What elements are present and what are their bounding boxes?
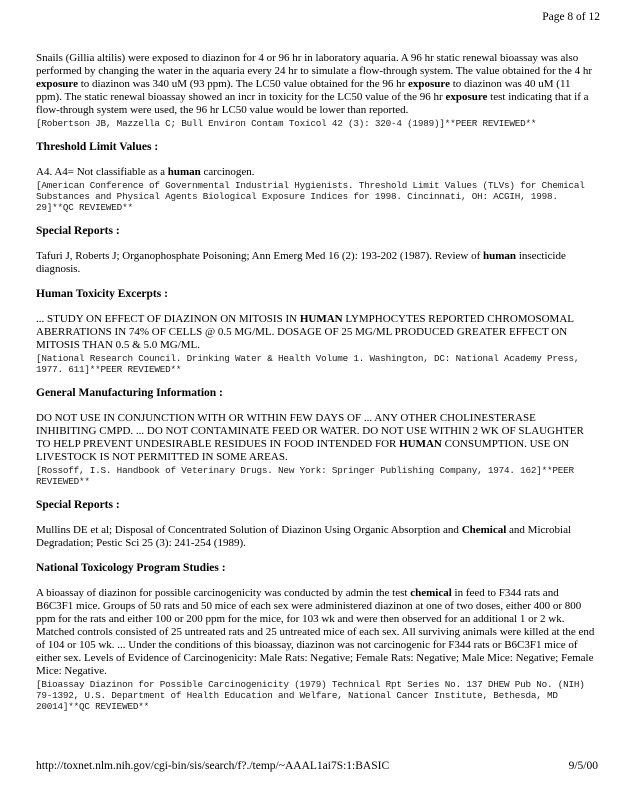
text-run: Snails (Gillia altilis) were exposed to diazinon for 4 or 96 hr in laboratory aquaria. A 96 hr static renewal bioassay was also performed by changing the water in the aquaria every 24 hr to simulate a flow-through system. The value obtained for the 4 hr	[36, 52, 593, 77]
section-heading: Threshold Limit Values :	[36, 141, 159, 153]
emphasized-term: exposure	[445, 91, 488, 103]
emphasized-term: human	[483, 250, 517, 262]
section-heading: Special Reports :	[36, 499, 120, 511]
emphasized-term: exposure	[36, 78, 78, 90]
emphasized-term: Chemical	[461, 524, 507, 536]
text-run: LYMPHOCYTES REPORTED CHROMOSOMAL ABERRATIONS IN 74% OF CELLS @ 0.5 MG/ML. DOSAGE OF 25 MG/ML PRODUCED GREATER EFFECT ON MITOSIS THAN 0.5 & 5.0 MG/ML.	[36, 313, 574, 351]
source-citation: [Bioassay Diazinon for Possible Carcinogenicity (1979) Technical Rpt Series No. 137 DHEW Pub No. (NIH) 79-1392, U.S. Department of Health Education and Welfare, National Cancer Institute, Bethesda, MD 20014]**QC REVIEWED**	[36, 679, 585, 712]
text-run: insecticide diagnosis.	[36, 250, 566, 275]
record-entry	[36, 412, 596, 487]
text-run: carcinogen.	[200, 166, 255, 178]
source-citation: [Robertson JB, Mazzella C; Bull Environ Contam Toxicol 42 (3): 320-4 (1989)]**PEER REVIEWED**	[36, 118, 537, 129]
entry-text	[36, 52, 596, 117]
text-run: Tafuri J, Roberts J; Organophosphate Poisoning; Ann Emerg Med 16 (2): 193-202 (1987). Review of	[36, 250, 484, 262]
footer-date: 9/5/00	[568, 760, 598, 772]
text-run: A4. A4= Not classifiable as a	[36, 166, 168, 178]
emphasized-term: human	[167, 166, 201, 178]
text-run: and Microbial Degradation; Pestic Sci 25 (3): 241-254 (1989).	[36, 524, 572, 549]
text-run: test indicating that if a flow-through system were used, the 96 hr LC50 value would be lower than reported.	[36, 91, 589, 116]
section-heading: National Toxicology Program Studies :	[36, 562, 226, 574]
entry-text	[36, 524, 596, 550]
entry-text	[36, 412, 596, 464]
text-run: to diazinon was 40 uM (11 ppm). The static renewal bioassay showed an incr in toxicity for the LC50 value of the 96 hr	[36, 78, 571, 103]
entry-text	[36, 250, 596, 276]
text-run: CONSUMPTION. USE ON LIVESTOCK IS NOT PERMITTED IN SOME AREAS.	[36, 438, 570, 463]
record-entry	[36, 313, 596, 375]
page-footer	[36, 760, 598, 773]
entry-text	[36, 587, 596, 678]
text-run: A bioassay of diazinon for possible carcinogenicity was conducted by admin the test	[36, 587, 411, 599]
emphasized-term: HUMAN	[299, 313, 343, 325]
entry-text	[36, 166, 596, 179]
emphasized-term: HUMAN	[399, 438, 442, 450]
text-run: in feed to F344 rats and B6C3F1 mice. Groups of 50 rats and 50 mice of each sex were administered diazinon at one of two doses, either 400 or 800 ppm for the rats and either 100 or 200 ppm for the mice, for 103 wk and were then observed for an additional 1 or 2 wk. Matched controls consisted of 25 untreated rats and 25 untreated mice of each sex. All surviving animals were killed at the end of 104 or 105 wk. ... Under the conditions of this bioassay, diazinon was not carcinogenic for F344 rats or B6C3F1 mice of either sex. Levels of Evidence of Carcinogenicity: Male Rats: Negative; Female Rats: Negative; Male Mice: Negative; Female Mice: Negative.	[36, 587, 595, 677]
entry-text	[36, 313, 596, 352]
text-run: to diazinon was 340 uM (93 ppm). The LC50 value obtained for the 96 hr	[77, 78, 409, 90]
document-body	[36, 52, 596, 724]
record-entry	[36, 587, 596, 712]
section-heading: Human Toxicity Excerpts :	[36, 288, 168, 300]
text-run: Mullins DE et al; Disposal of Concentrated Solution of Diazinon Using Organic Absorption and	[36, 524, 462, 536]
record-entry	[36, 524, 596, 550]
record-entry	[36, 166, 596, 213]
source-citation: [American Conference of Governmental Industrial Hygienists. Threshold Limit Values (TLVs) for Chemical Substances and Physical Agents Biological Exposure Indices for 1998. Cincinnati, OH: ACGIH, 1998. 29]**QC REVIEWED**	[36, 180, 585, 213]
section-heading: Special Reports :	[36, 225, 120, 237]
page-number: Page 8 of 12	[542, 11, 600, 23]
record-entry	[36, 250, 596, 276]
source-citation: [National Research Council. Drinking Water & Health Volume 1. Washington, DC: National Academy Press, 1977. 611]**PEER REVIEWED**	[36, 353, 580, 375]
emphasized-term: chemical	[410, 587, 452, 599]
record-entry	[36, 52, 596, 129]
emphasized-term: exposure	[408, 78, 450, 90]
footer-url: http://toxnet.nlm.nih.gov/cgi-bin/sis/search/f?./temp/~AAAL1ai7S:1:BASIC	[36, 760, 390, 772]
source-citation: [Rossoff, I.S. Handbook of Veterinary Drugs. New York: Springer Publishing Company, 1974. 162]**PEER REVIEWED**	[36, 465, 574, 487]
text-run: ... STUDY ON EFFECT OF DIAZINON ON MITOSIS IN	[36, 313, 300, 325]
section-heading: General Manufacturing Information :	[36, 387, 223, 399]
text-run: DO NOT USE IN CONJUNCTION WITH OR WITHIN FEW DAYS OF ... ANY OTHER CHOLINESTERASE INHIBITING CMPD. ... DO NOT CONTAMINATE FEED OR WATER. DO NOT USE WITHIN 2 WK OF SLAUGHTER TO HELP PREVENT UNDESIRABLE RESIDUES IN FOOD INTENDED FOR	[36, 412, 584, 450]
